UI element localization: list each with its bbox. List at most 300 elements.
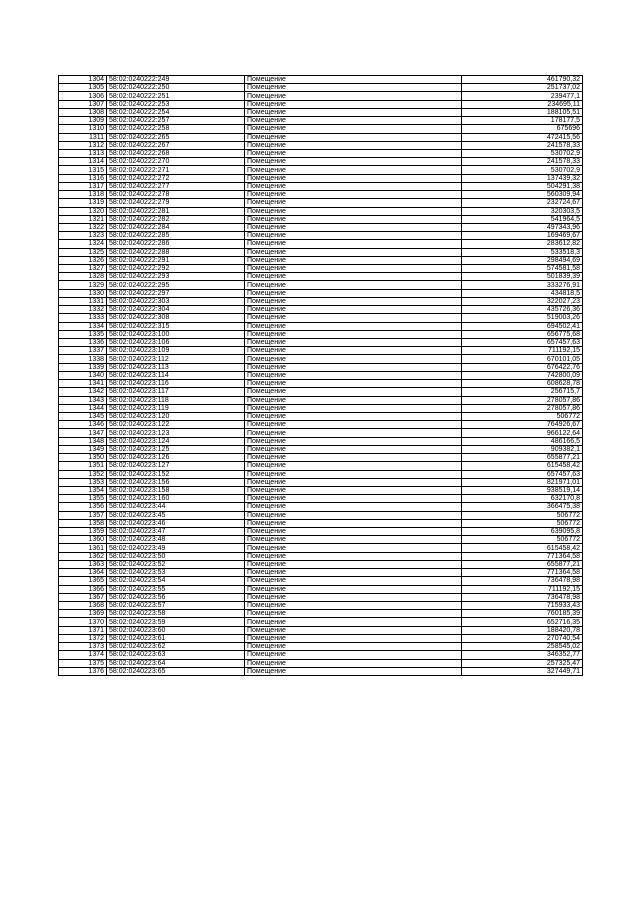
table-row xyxy=(59,503,583,511)
row-number-cell: 1342 xyxy=(59,388,107,396)
row-number-cell: 1364 xyxy=(59,569,107,577)
cadastral-number-cell: 58:02:0240223:106 xyxy=(107,339,245,347)
cadastral-number-cell: 58:02:0240222:278 xyxy=(107,191,245,199)
cadastral-number-cell: 58:02:0240222:295 xyxy=(107,281,245,289)
table-row xyxy=(59,528,583,536)
cadastral-value-cell: 188105,51 xyxy=(462,108,583,116)
row-number-cell: 1321 xyxy=(59,215,107,223)
row-number-cell: 1308 xyxy=(59,108,107,116)
row-number-cell: 1324 xyxy=(59,240,107,248)
cadastral-value-cell: 506772 xyxy=(462,519,583,527)
object-type-cell: Помещение xyxy=(245,519,462,527)
cadastral-value-cell: 327449,71 xyxy=(462,667,583,675)
row-number-cell: 1345 xyxy=(59,412,107,420)
table-row xyxy=(59,569,583,577)
row-number-cell: 1359 xyxy=(59,528,107,536)
row-number-cell: 1333 xyxy=(59,314,107,322)
table-row xyxy=(59,519,583,527)
cadastral-value-cell: 632170,8 xyxy=(462,495,583,503)
table-row xyxy=(59,125,583,133)
cadastral-value-cell: 657457,63 xyxy=(462,339,583,347)
table-row xyxy=(59,552,583,560)
object-type-cell: Помещение xyxy=(245,569,462,577)
cadastral-number-cell: 58:02:0240222:286 xyxy=(107,240,245,248)
cadastral-value-cell: 736478,98 xyxy=(462,593,583,601)
table-row xyxy=(59,651,583,659)
cadastral-number-cell: 58:02:0240223:53 xyxy=(107,569,245,577)
object-type-cell: Помещение xyxy=(245,108,462,116)
cadastral-number-cell: 58:02:0240223:50 xyxy=(107,552,245,560)
cadastral-value-cell: 270740,54 xyxy=(462,634,583,642)
row-number-cell: 1360 xyxy=(59,536,107,544)
object-type-cell: Помещение xyxy=(245,445,462,453)
table-row xyxy=(59,265,583,273)
object-type-cell: Помещение xyxy=(245,232,462,240)
row-number-cell: 1335 xyxy=(59,330,107,338)
object-type-cell: Помещение xyxy=(245,634,462,642)
row-number-cell: 1305 xyxy=(59,84,107,92)
table-row xyxy=(59,207,583,215)
row-number-cell: 1365 xyxy=(59,577,107,585)
object-type-cell: Помещение xyxy=(245,651,462,659)
cadastral-number-cell: 58:02:0240223:44 xyxy=(107,503,245,511)
table-row xyxy=(59,659,583,667)
row-number-cell: 1361 xyxy=(59,544,107,552)
table-row xyxy=(59,577,583,585)
cadastral-number-cell: 58:02:0240223:156 xyxy=(107,478,245,486)
row-number-cell: 1313 xyxy=(59,149,107,157)
row-number-cell: 1356 xyxy=(59,503,107,511)
table-row xyxy=(59,437,583,445)
object-type-cell: Помещение xyxy=(245,388,462,396)
cadastral-value-cell: 742800,09 xyxy=(462,371,583,379)
object-type-cell: Помещение xyxy=(245,330,462,338)
table-row xyxy=(59,421,583,429)
cadastral-number-cell: 58:02:0240222:308 xyxy=(107,314,245,322)
table-row xyxy=(59,380,583,388)
row-number-cell: 1338 xyxy=(59,355,107,363)
row-number-cell: 1376 xyxy=(59,667,107,675)
object-type-cell: Помещение xyxy=(245,536,462,544)
object-type-cell: Помещение xyxy=(245,158,462,166)
row-number-cell: 1320 xyxy=(59,207,107,215)
cadastral-value-cell: 497343,96 xyxy=(462,223,583,231)
object-type-cell: Помещение xyxy=(245,339,462,347)
row-number-cell: 1358 xyxy=(59,519,107,527)
table-row xyxy=(59,634,583,642)
object-type-cell: Помещение xyxy=(245,100,462,108)
cadastral-number-cell: 58:02:0240222:284 xyxy=(107,223,245,231)
table-row xyxy=(59,454,583,462)
cadastral-value-cell: 434818,5 xyxy=(462,289,583,297)
object-type-cell: Помещение xyxy=(245,396,462,404)
cadastral-number-cell: 58:02:0240223:120 xyxy=(107,412,245,420)
cadastral-number-cell: 58:02:0240222:285 xyxy=(107,232,245,240)
row-number-cell: 1316 xyxy=(59,174,107,182)
cadastral-value-cell: 670101,05 xyxy=(462,355,583,363)
cadastral-value-cell: 258545,02 xyxy=(462,643,583,651)
table-row xyxy=(59,593,583,601)
table-row xyxy=(59,495,583,503)
table-row xyxy=(59,314,583,322)
object-type-cell: Помещение xyxy=(245,149,462,157)
cadastral-number-cell: 58:02:0240223:58 xyxy=(107,610,245,618)
object-type-cell: Помещение xyxy=(245,643,462,651)
cadastral-number-cell: 58:02:0240223:60 xyxy=(107,626,245,634)
cadastral-value-cell: 675696 xyxy=(462,125,583,133)
row-number-cell: 1315 xyxy=(59,166,107,174)
row-number-cell: 1371 xyxy=(59,626,107,634)
cadastral-number-cell: 58:02:0240223:112 xyxy=(107,355,245,363)
cadastral-number-cell: 58:02:0240222:282 xyxy=(107,215,245,223)
cadastral-number-cell: 58:02:0240223:64 xyxy=(107,659,245,667)
cadastral-value-cell: 715933,43 xyxy=(462,602,583,610)
cadastral-value-cell: 655877,21 xyxy=(462,560,583,568)
cadastral-number-cell: 58:02:0240222:288 xyxy=(107,248,245,256)
cadastral-value-cell: 256715,7 xyxy=(462,388,583,396)
cadastral-value-cell: 909382,1 xyxy=(462,445,583,453)
object-type-cell: Помещение xyxy=(245,626,462,634)
row-number-cell: 1329 xyxy=(59,281,107,289)
cadastral-value-cell: 711192,15 xyxy=(462,585,583,593)
object-type-cell: Помещение xyxy=(245,223,462,231)
cadastral-number-cell: 58:02:0240222:250 xyxy=(107,84,245,92)
row-number-cell: 1374 xyxy=(59,651,107,659)
cadastral-value-cell: 656775,68 xyxy=(462,330,583,338)
table-row xyxy=(59,306,583,314)
row-number-cell: 1368 xyxy=(59,602,107,610)
object-type-cell: Помещение xyxy=(245,322,462,330)
cadastral-number-cell: 58:02:0240223:55 xyxy=(107,585,245,593)
row-number-cell: 1341 xyxy=(59,380,107,388)
row-number-cell: 1314 xyxy=(59,158,107,166)
row-number-cell: 1331 xyxy=(59,297,107,305)
cadastral-number-cell: 58:02:0240222:249 xyxy=(107,76,245,84)
object-type-cell: Помещение xyxy=(245,437,462,445)
table-row xyxy=(59,602,583,610)
cadastral-number-cell: 58:02:0240223:65 xyxy=(107,667,245,675)
table-row xyxy=(59,232,583,240)
cadastral-number-cell: 58:02:0240223:59 xyxy=(107,618,245,626)
table-row xyxy=(59,339,583,347)
cadastral-number-cell: 58:02:0240223:123 xyxy=(107,429,245,437)
row-number-cell: 1332 xyxy=(59,306,107,314)
row-number-cell: 1307 xyxy=(59,100,107,108)
table-row xyxy=(59,92,583,100)
cadastral-value-cell: 655877,21 xyxy=(462,454,583,462)
row-number-cell: 1370 xyxy=(59,618,107,626)
table-body xyxy=(59,76,583,676)
row-number-cell: 1351 xyxy=(59,462,107,470)
row-number-cell: 1323 xyxy=(59,232,107,240)
cadastral-value-cell: 241578,33 xyxy=(462,141,583,149)
object-type-cell: Помещение xyxy=(245,421,462,429)
cadastral-value-cell: 234695,11 xyxy=(462,100,583,108)
cadastral-number-cell: 58:02:0240223:109 xyxy=(107,347,245,355)
cadastral-value-cell: 821971,01 xyxy=(462,478,583,486)
table-row xyxy=(59,388,583,396)
cadastral-number-cell: 58:02:0240222:251 xyxy=(107,92,245,100)
object-type-cell: Помещение xyxy=(245,454,462,462)
row-number-cell: 1344 xyxy=(59,404,107,412)
cadastral-value-cell: 366475,38 xyxy=(462,503,583,511)
table-row xyxy=(59,429,583,437)
row-number-cell: 1353 xyxy=(59,478,107,486)
row-number-cell: 1322 xyxy=(59,223,107,231)
cadastral-number-cell: 58:02:0240222:281 xyxy=(107,207,245,215)
cadastral-value-cell: 506772 xyxy=(462,412,583,420)
cadastral-number-cell: 58:02:0240223:152 xyxy=(107,470,245,478)
object-type-cell: Помещение xyxy=(245,404,462,412)
cadastral-number-cell: 58:02:0240222:304 xyxy=(107,306,245,314)
cadastral-value-cell: 530702,9 xyxy=(462,166,583,174)
cadastral-number-cell: 58:02:0240223:125 xyxy=(107,445,245,453)
row-number-cell: 1357 xyxy=(59,511,107,519)
object-type-cell: Помещение xyxy=(245,544,462,552)
object-type-cell: Помещение xyxy=(245,174,462,182)
cadastral-value-cell: 938519,14 xyxy=(462,486,583,494)
cadastral-number-cell: 58:02:0240222:272 xyxy=(107,174,245,182)
object-type-cell: Помещение xyxy=(245,577,462,585)
table-row xyxy=(59,610,583,618)
cadastral-value-cell: 711192,15 xyxy=(462,347,583,355)
row-number-cell: 1330 xyxy=(59,289,107,297)
object-type-cell: Помещение xyxy=(245,593,462,601)
cadastral-number-cell: 58:02:0240223:57 xyxy=(107,602,245,610)
cadastral-number-cell: 58:02:0240223:52 xyxy=(107,560,245,568)
cadastral-number-cell: 58:02:0240223:56 xyxy=(107,593,245,601)
table-row xyxy=(59,256,583,264)
object-type-cell: Помещение xyxy=(245,265,462,273)
object-type-cell: Помещение xyxy=(245,306,462,314)
table-row xyxy=(59,462,583,470)
cadastral-value-cell: 461790,32 xyxy=(462,76,583,84)
table-row xyxy=(59,215,583,223)
cadastral-number-cell: 58:02:0240223:119 xyxy=(107,404,245,412)
cadastral-value-cell: 533518,3 xyxy=(462,248,583,256)
row-number-cell: 1375 xyxy=(59,659,107,667)
table-row xyxy=(59,478,583,486)
row-number-cell: 1346 xyxy=(59,421,107,429)
row-number-cell: 1326 xyxy=(59,256,107,264)
object-type-cell: Помещение xyxy=(245,478,462,486)
table-row xyxy=(59,445,583,453)
object-type-cell: Помещение xyxy=(245,470,462,478)
table-row xyxy=(59,117,583,125)
object-type-cell: Помещение xyxy=(245,618,462,626)
cadastral-value-cell: 486166,5 xyxy=(462,437,583,445)
object-type-cell: Помещение xyxy=(245,412,462,420)
object-type-cell: Помещение xyxy=(245,297,462,305)
cadastral-number-cell: 58:02:0240222:254 xyxy=(107,108,245,116)
cadastral-value-cell: 560309,94 xyxy=(462,191,583,199)
cadastral-number-cell: 58:02:0240222:271 xyxy=(107,166,245,174)
cadastral-number-cell: 58:02:0240222:257 xyxy=(107,117,245,125)
row-number-cell: 1328 xyxy=(59,273,107,281)
object-type-cell: Помещение xyxy=(245,380,462,388)
table-row xyxy=(59,108,583,116)
object-type-cell: Помещение xyxy=(245,602,462,610)
row-number-cell: 1355 xyxy=(59,495,107,503)
table-row xyxy=(59,544,583,552)
object-type-cell: Помещение xyxy=(245,191,462,199)
cadastral-value-cell: 320303,5 xyxy=(462,207,583,215)
cadastral-value-cell: 137439,32 xyxy=(462,174,583,182)
cadastral-value-cell: 333276,91 xyxy=(462,281,583,289)
row-number-cell: 1343 xyxy=(59,396,107,404)
table-row xyxy=(59,585,583,593)
object-type-cell: Помещение xyxy=(245,207,462,215)
object-type-cell: Помещение xyxy=(245,659,462,667)
table-row xyxy=(59,166,583,174)
cadastral-value-cell: 771364,58 xyxy=(462,569,583,577)
cadastral-value-cell: 760185,39 xyxy=(462,610,583,618)
cadastral-number-cell: 58:02:0240223:126 xyxy=(107,454,245,462)
row-number-cell: 1362 xyxy=(59,552,107,560)
row-number-cell: 1304 xyxy=(59,76,107,84)
cadastral-number-cell: 58:02:0240223:117 xyxy=(107,388,245,396)
row-number-cell: 1350 xyxy=(59,454,107,462)
table-row xyxy=(59,182,583,190)
cadastral-number-cell: 58:02:0240223:54 xyxy=(107,577,245,585)
cadastral-number-cell: 58:02:0240223:158 xyxy=(107,486,245,494)
table-row xyxy=(59,199,583,207)
cadastral-value-cell: 322027,23 xyxy=(462,297,583,305)
cadastral-number-cell: 58:02:0240222:268 xyxy=(107,149,245,157)
table-row xyxy=(59,158,583,166)
table-row xyxy=(59,84,583,92)
cadastral-value-cell: 530702,9 xyxy=(462,149,583,157)
cadastral-number-cell: 58:02:0240223:122 xyxy=(107,421,245,429)
object-type-cell: Помещение xyxy=(245,552,462,560)
cadastral-number-cell: 58:02:0240222:279 xyxy=(107,199,245,207)
table-row xyxy=(59,404,583,412)
cadastral-value-cell: 736478,98 xyxy=(462,577,583,585)
object-type-cell: Помещение xyxy=(245,486,462,494)
object-type-cell: Помещение xyxy=(245,363,462,371)
cadastral-number-cell: 58:02:0240222:265 xyxy=(107,133,245,141)
table-row xyxy=(59,626,583,634)
row-number-cell: 1318 xyxy=(59,191,107,199)
cadastral-value-cell: 966122,64 xyxy=(462,429,583,437)
table-row xyxy=(59,330,583,338)
cadastral-number-cell: 58:02:0240222:315 xyxy=(107,322,245,330)
cadastral-value-cell: 169469,67 xyxy=(462,232,583,240)
row-number-cell: 1334 xyxy=(59,322,107,330)
object-type-cell: Помещение xyxy=(245,429,462,437)
cadastral-number-cell: 58:02:0240222:297 xyxy=(107,289,245,297)
row-number-cell: 1325 xyxy=(59,248,107,256)
table-row xyxy=(59,412,583,420)
row-number-cell: 1373 xyxy=(59,643,107,651)
cadastral-value-cell: 694502,41 xyxy=(462,322,583,330)
table-row xyxy=(59,363,583,371)
cadastral-number-cell: 58:02:0240222:258 xyxy=(107,125,245,133)
object-type-cell: Помещение xyxy=(245,256,462,264)
row-number-cell: 1369 xyxy=(59,610,107,618)
cadastral-number-cell: 58:02:0240222:270 xyxy=(107,158,245,166)
object-type-cell: Помещение xyxy=(245,248,462,256)
cadastral-number-cell: 58:02:0240223:160 xyxy=(107,495,245,503)
cadastral-value-cell: 278057,86 xyxy=(462,404,583,412)
row-number-cell: 1306 xyxy=(59,92,107,100)
cadastral-value-cell: 764926,67 xyxy=(462,421,583,429)
cadastral-value-cell: 178177,5 xyxy=(462,117,583,125)
row-number-cell: 1347 xyxy=(59,429,107,437)
cadastral-value-cell: 283612,82 xyxy=(462,240,583,248)
cadastral-value-cell: 472415,56 xyxy=(462,133,583,141)
row-number-cell: 1367 xyxy=(59,593,107,601)
object-type-cell: Помещение xyxy=(245,528,462,536)
cadastral-value-cell: 771364,58 xyxy=(462,552,583,560)
object-type-cell: Помещение xyxy=(245,76,462,84)
object-type-cell: Помещение xyxy=(245,125,462,133)
cadastral-value-cell: 501839,39 xyxy=(462,273,583,281)
table-row xyxy=(59,248,583,256)
cadastral-number-cell: 58:02:0240223:100 xyxy=(107,330,245,338)
row-number-cell: 1363 xyxy=(59,560,107,568)
cadastral-number-cell: 58:02:0240223:62 xyxy=(107,643,245,651)
row-number-cell: 1337 xyxy=(59,347,107,355)
cadastral-value-cell: 239477,1 xyxy=(462,92,583,100)
object-type-cell: Помещение xyxy=(245,667,462,675)
row-number-cell: 1311 xyxy=(59,133,107,141)
cadastral-value-cell: 278057,86 xyxy=(462,396,583,404)
cadastral-value-cell: 298494,69 xyxy=(462,256,583,264)
row-number-cell: 1372 xyxy=(59,634,107,642)
table-row xyxy=(59,240,583,248)
table-row xyxy=(59,643,583,651)
object-type-cell: Помещение xyxy=(245,495,462,503)
cadastral-number-cell: 58:02:0240223:116 xyxy=(107,380,245,388)
table-row xyxy=(59,322,583,330)
object-type-cell: Помещение xyxy=(245,347,462,355)
cadastral-number-cell: 58:02:0240222:293 xyxy=(107,273,245,281)
table-row xyxy=(59,560,583,568)
object-type-cell: Помещение xyxy=(245,141,462,149)
cadastral-number-cell: 58:02:0240223:63 xyxy=(107,651,245,659)
row-number-cell: 1310 xyxy=(59,125,107,133)
row-number-cell: 1336 xyxy=(59,339,107,347)
row-number-cell: 1327 xyxy=(59,265,107,273)
table-row xyxy=(59,536,583,544)
row-number-cell: 1312 xyxy=(59,141,107,149)
cadastral-value-cell: 232724,67 xyxy=(462,199,583,207)
cadastral-value-cell: 652716,35 xyxy=(462,618,583,626)
object-type-cell: Помещение xyxy=(245,92,462,100)
cadastral-number-cell: 58:02:0240222:291 xyxy=(107,256,245,264)
cadastral-value-cell: 506772 xyxy=(462,511,583,519)
cadastral-number-cell: 58:02:0240223:47 xyxy=(107,528,245,536)
cadastral-number-cell: 58:02:0240223:118 xyxy=(107,396,245,404)
table-row xyxy=(59,191,583,199)
cadastral-value-cell: 241578,33 xyxy=(462,158,583,166)
cadastral-value-cell: 574581,58 xyxy=(462,265,583,273)
cadastral-number-cell: 58:02:0240223:114 xyxy=(107,371,245,379)
row-number-cell: 1339 xyxy=(59,363,107,371)
object-type-cell: Помещение xyxy=(245,281,462,289)
object-type-cell: Помещение xyxy=(245,371,462,379)
object-type-cell: Помещение xyxy=(245,289,462,297)
object-type-cell: Помещение xyxy=(245,215,462,223)
table-row xyxy=(59,371,583,379)
row-number-cell: 1349 xyxy=(59,445,107,453)
cadastral-number-cell: 58:02:0240223:113 xyxy=(107,363,245,371)
cadastral-value-table xyxy=(58,75,583,676)
object-type-cell: Помещение xyxy=(245,240,462,248)
object-type-cell: Помещение xyxy=(245,133,462,141)
cadastral-value-cell: 657457,63 xyxy=(462,470,583,478)
